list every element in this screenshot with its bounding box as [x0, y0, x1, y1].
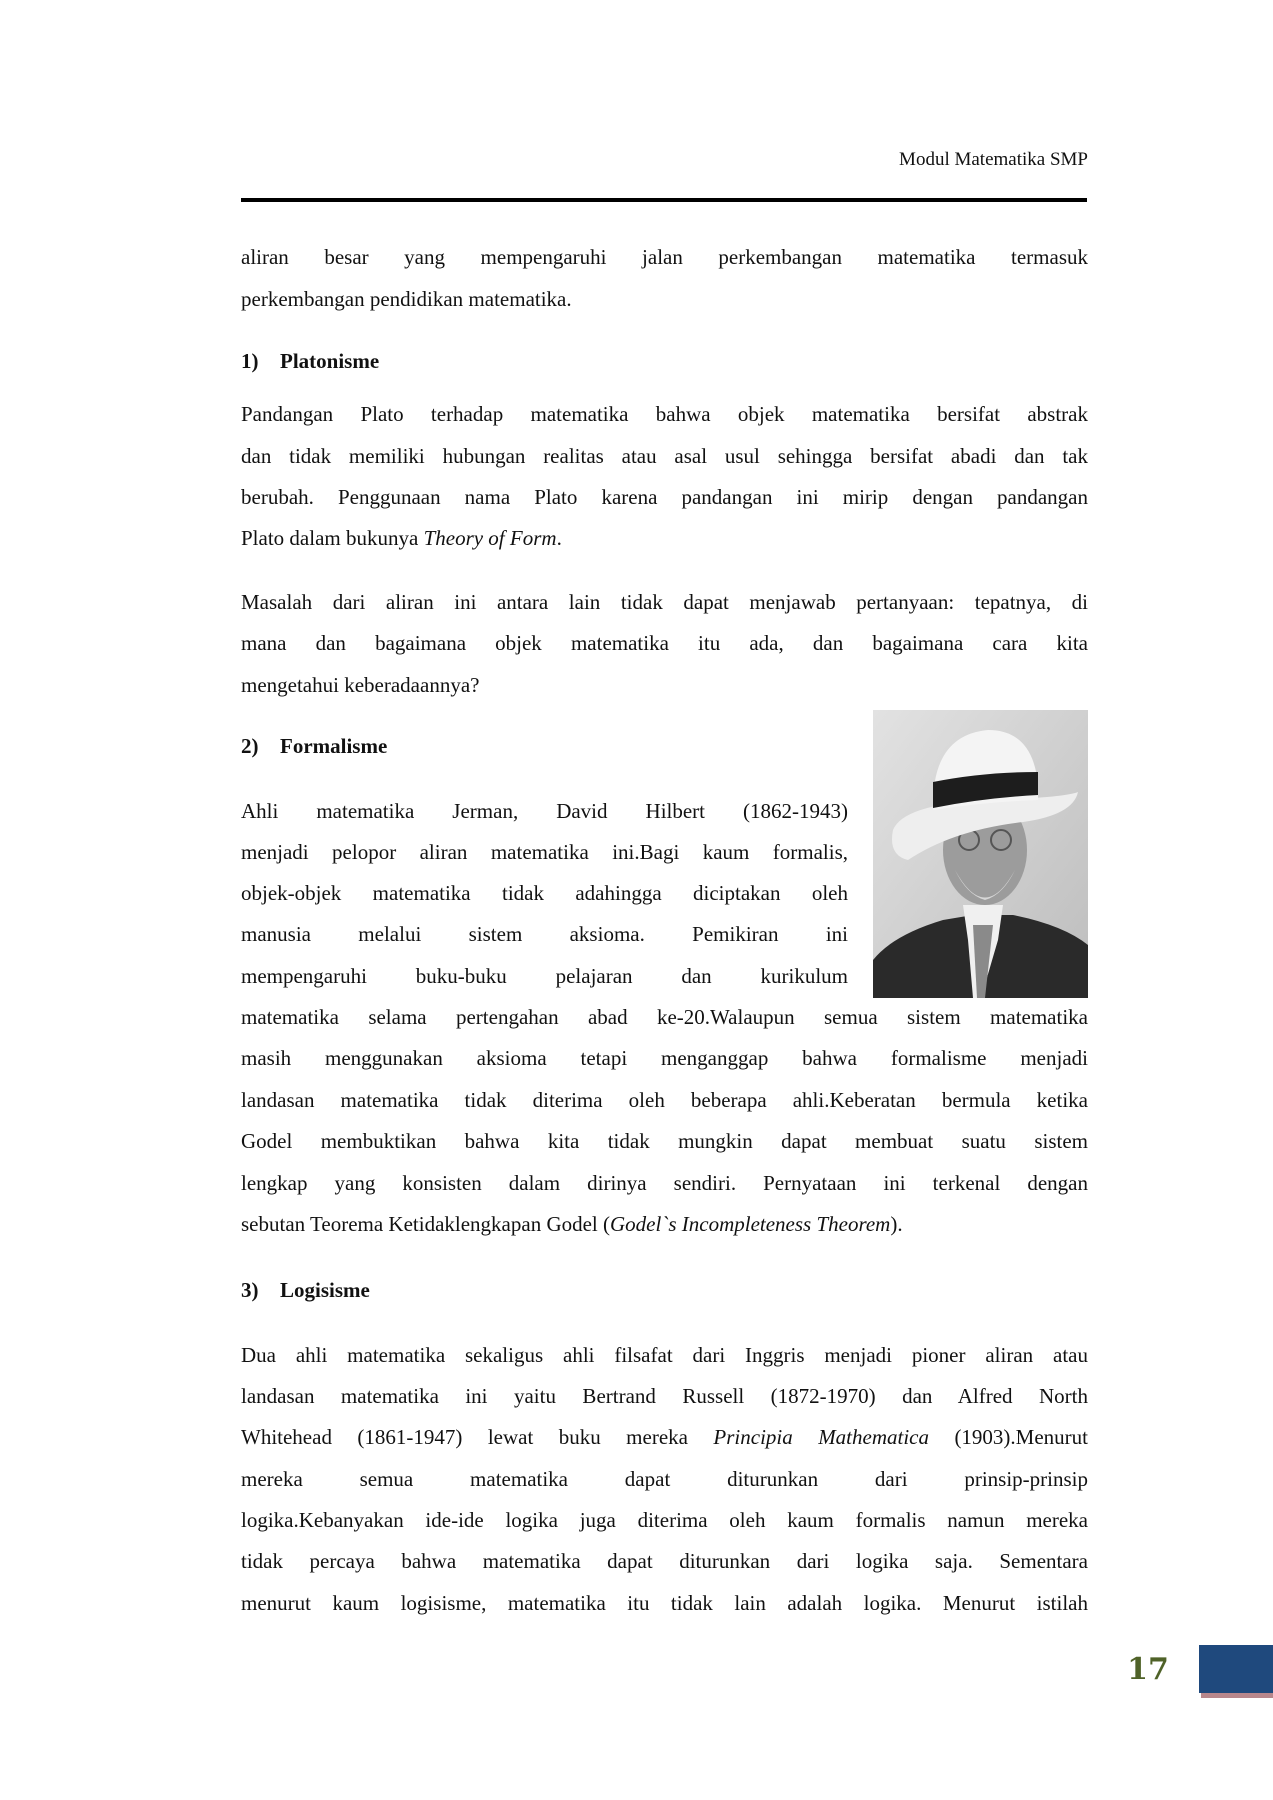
- text-line: dan tidak memiliki hubungan realitas atau asal usul sehingga bersifat abadi dan tak: [241, 444, 1088, 468]
- text-line: menjadi pelopor aliran matematika ini.Bagi kaum formalis,: [241, 840, 848, 864]
- text-line: Godel membuktikan bahwa kita tidak mungkin dapat membuat suatu sistem: [241, 1129, 1088, 1153]
- text-run: Plato dalam bukunya: [241, 526, 424, 550]
- book-title-theory-of-form: Theory of Form: [423, 526, 557, 550]
- text-line: masih menggunakan aksioma tetapi menganggap bahwa formalisme menjadi: [241, 1046, 1088, 1070]
- text-line: landasan matematika tidak diterima oleh beberapa ahli.Keberatan bermula ketika: [241, 1088, 1088, 1112]
- page-number: 17: [1127, 1652, 1169, 1687]
- section-title: Formalisme: [280, 734, 388, 758]
- section-number: 1): [241, 349, 259, 373]
- text-line: manusia melalui sistem aksioma. Pemikiran ini: [241, 922, 848, 946]
- section-heading-logisisme: [241, 1277, 1088, 1303]
- text-line: mana dan bagaimana objek matematika itu ada, dan bagaimana cara kita: [241, 631, 1088, 655]
- text-run: sebutan Teorema Ketidaklengkapan Godel (: [241, 1212, 611, 1236]
- text-line: [241, 1211, 1088, 1237]
- text-run: .: [556, 526, 562, 550]
- section-heading-platonisme: [241, 348, 1088, 374]
- text-line: Masalah dari aliran ini antara lain tidak dapat menjawab pertanyaan: tepatnya, di: [241, 590, 1088, 614]
- text-line: Ahli matematika Jerman, David Hilbert (1862-1943): [241, 799, 848, 823]
- text-line: logika.Kebanyakan ide-ide logika juga diterima oleh kaum formalis namun mereka: [241, 1508, 1088, 1532]
- text-line: perkembangan pendidikan matematika.: [241, 287, 572, 311]
- text-run: (1903).Menurut: [929, 1425, 1088, 1449]
- text-line: Dua ahli matematika sekaligus ahli filsafat dari Inggris menjadi pioner aliran atau: [241, 1343, 1088, 1367]
- text-line: [241, 1424, 1088, 1450]
- text-line: aliran besar yang mempengaruhi jalan perkembangan matematika termasuk: [241, 245, 1088, 269]
- text-line: Pandangan Plato terhadap matematika bahwa objek matematika bersifat abstrak: [241, 402, 1088, 426]
- page-tab-shadow: [1201, 1693, 1273, 1698]
- section-number: 3): [241, 1278, 259, 1302]
- book-title-principia: Principia Mathematica: [713, 1425, 929, 1449]
- section-number: 2): [241, 734, 259, 758]
- text-line: landasan matematika ini yaitu Bertrand Russell (1872-1970) dan Alfred North: [241, 1384, 1088, 1408]
- text-line: lengkap yang konsisten dalam dirinya sendiri. Pernyataan ini terkenal dengan: [241, 1171, 1088, 1195]
- text-line: mempengaruhi buku-buku pelajaran dan kurikulum: [241, 964, 848, 988]
- text-line: mereka semua matematika dapat diturunkan dari prinsip-prinsip: [241, 1467, 1088, 1491]
- text-line: [241, 525, 1088, 551]
- theorem-name: Godel`s Incompleteness Theorem: [610, 1212, 891, 1236]
- header-rule: [241, 198, 1087, 202]
- text-run: Whitehead (1861-1947) lewat buku mereka: [241, 1425, 714, 1449]
- text-run: ).: [890, 1212, 903, 1236]
- text-line: berubah. Penggunaan nama Plato karena pandangan ini mirip dengan pandangan: [241, 485, 1088, 509]
- running-header: Modul Matematika SMP: [899, 149, 1088, 170]
- section-title: Logisisme: [280, 1278, 370, 1302]
- text-line: objek-objek matematika tidak adahingga diciptakan oleh: [241, 881, 848, 905]
- text-line: mengetahui keberadaannya?: [241, 673, 480, 697]
- portrait-illustration: [873, 710, 1088, 998]
- text-line: menurut kaum logisisme, matematika itu tidak lain adalah logika. Menurut istilah: [241, 1591, 1088, 1615]
- text-line: matematika selama pertengahan abad ke-20.Walaupun semua sistem matematika: [241, 1005, 1088, 1029]
- text-line: tidak percaya bahwa matematika dapat diturunkan dari logika saja. Sementara: [241, 1549, 1088, 1573]
- page-tab-decoration: [1199, 1645, 1273, 1693]
- hilbert-portrait-photo: [873, 710, 1088, 998]
- section-title: Platonisme: [280, 349, 380, 373]
